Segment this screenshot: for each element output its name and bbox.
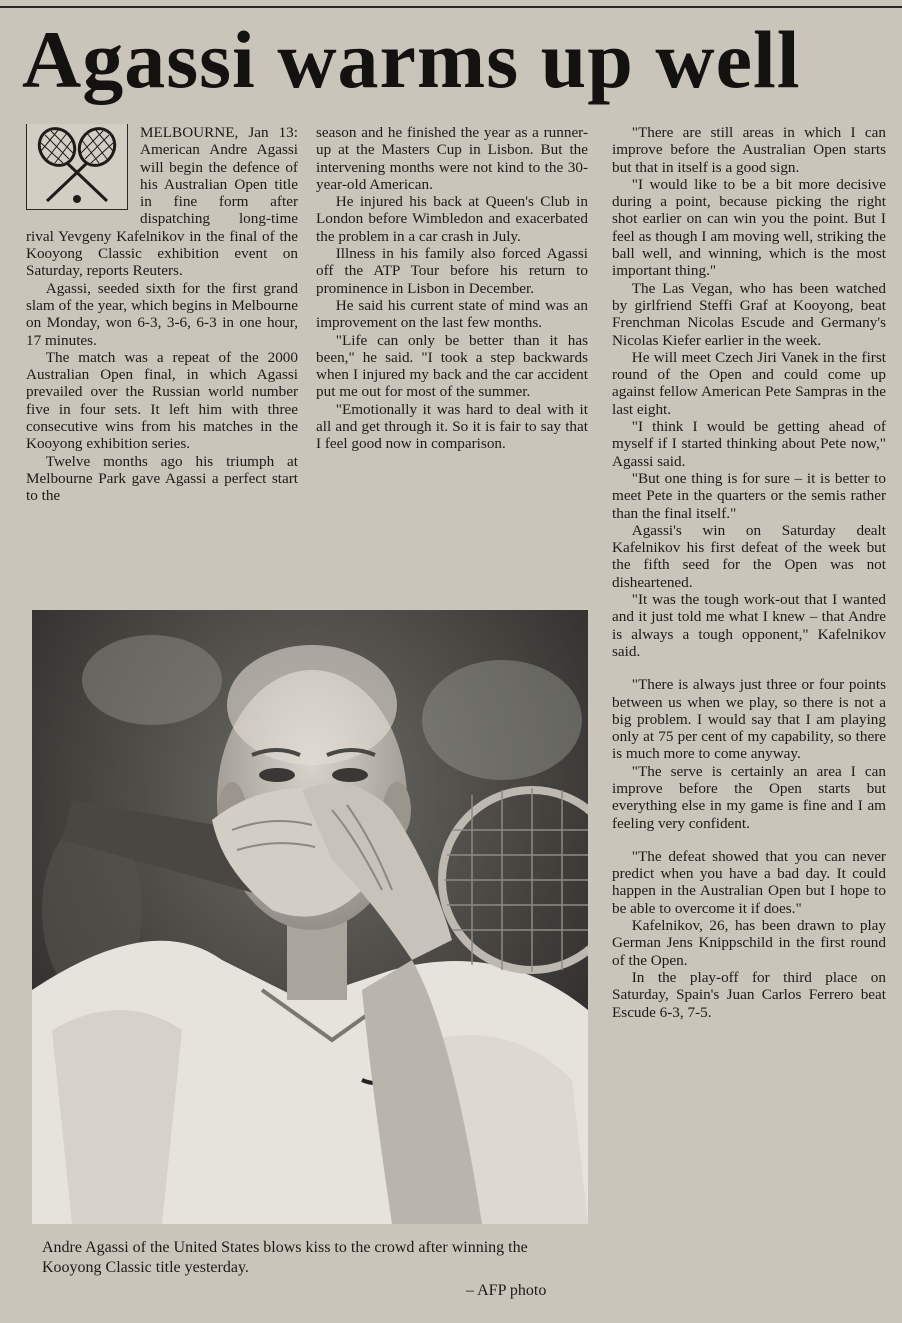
article-paragraph: He will meet Czech Jiri Vanek in the first round of the Open and could come up against fellow American Pete Sampras in the last eight.	[612, 348, 886, 418]
article-paragraph: "But one thing is for sure – it is better to meet Pete in the quarters or the semis rather than the final itself."	[612, 469, 886, 522]
article-paragraph: season and he finished the year as a runner-up at the Masters Cup in Lisbon. But the intervening months were not kind to the 30-year-old American.	[316, 124, 588, 193]
article-paragraph: Agassi's win on Saturday dealt Kafelnikov his first defeat of the week but the fifth seed for the Open was not disheartened.	[612, 521, 886, 591]
article-paragraph: "I think I would be getting ahead of myself if I started thinking about Pete now," Agassi said.	[612, 418, 886, 470]
article-paragraph: In the play-off for third place on Saturday, Spain's Juan Carlos Ferrero beat Escude 6-3, 7-5.	[612, 968, 886, 1021]
article-paragraph: The Las Vegan, who has been watched by girlfriend Steffi Graf at Kooyong, beat Frenchman Nicolas Escude and Germany's Nicolas Kiefer earlier in the week.	[612, 279, 886, 349]
article-paragraph: "The defeat showed that you can never predict when you have a bad day. It could happen in the Australian Open but I hope to be able to overcome it if does."	[612, 847, 886, 917]
article-paragraph: He injured his back at Queen's Club in London before Wimbledon and exacerbated the problem in a car crash in July.	[316, 193, 588, 245]
article-column-3	[612, 124, 886, 1304]
article-paragraph: Twelve months ago his triumph at Melbourne Park gave Agassi a perfect start to the	[26, 452, 298, 505]
photo-caption: Andre Agassi of the United States blows kiss to the crowd after winning the Kooyong Classic title yesterday.	[42, 1239, 528, 1276]
article-paragraph: Kafelnikov, 26, has been drawn to play German Jens Knippschild in the first round of the Open.	[612, 917, 886, 969]
headline: Agassi warms up well	[22, 14, 801, 105]
article-paragraph: MELBOURNE, Jan 13: American Andre Agassi will begin the defence of his Australian Open title in fine form after dispatching long-time rival Yevgeny Kafelnikov in the final of the Kooyong Classic exhibition event on Saturday, reports Reuters.	[26, 124, 298, 280]
top-rule	[0, 6, 902, 8]
crossed-tennis-rackets-icon	[26, 124, 128, 210]
article-paragraph: "The serve is certainly an area I can improve before the Open starts but everything else in my game is fine and I am feeling very confident.	[612, 762, 886, 832]
article-paragraph: He said his current state of mind was an improvement on the last few months.	[316, 296, 588, 332]
article-paragraph: "There are still areas in which I can improve before the Australian Open starts but that in itself is a good sign.	[612, 124, 886, 176]
article-paragraph: "Emotionally it was hard to deal with it all and get through it. So it is fair to say that I feel good now in comparison.	[316, 400, 588, 453]
article-paragraph: Agassi, seeded sixth for the first grand slam of the year, which begins in Melbourne on Monday, won 6-3, 3-6, 6-3 in one hour, 17 minutes.	[26, 279, 298, 349]
article-paragraph: "It was the tough work-out that I wanted and it just told me what I knew – that Andre is always a tough opponent," Kafelnikov said.	[612, 591, 886, 660]
article-paragraph: Illness in his family also forced Agassi off the ATP Tour before his return to prominence in Lisbon in December.	[316, 245, 588, 297]
article-column-1	[26, 124, 298, 592]
article-column-2	[316, 124, 588, 592]
article-paragraph: "I would like to be a bit more decisive during a point, because picking the right shot earlier on can win you the point. But I feel as though I am moving well, striking the ball well, and winning, which is the most important thing."	[612, 175, 886, 280]
article-paragraph: The match was a repeat of the 2000 Australian Open final, in which Agassi prevailed over the Russian world number five in four sets. It left him with three consecutive wins from his matches in the Kooyong exhibition series.	[26, 348, 298, 453]
photo-credit: – AFP photo	[466, 1282, 547, 1299]
article-paragraph: "Life can only be better than it has been," he said. "I took a step backwards when I injured my back and the car accident put me out for most of the summer.	[316, 331, 588, 401]
article-paragraph: "There is always just three or four points between us when we play, so there is not a big problem. I would say that I am playing only at 75 per cent of my capability, so there is much more to come anyway.	[612, 676, 886, 763]
news-photo	[32, 610, 588, 1224]
